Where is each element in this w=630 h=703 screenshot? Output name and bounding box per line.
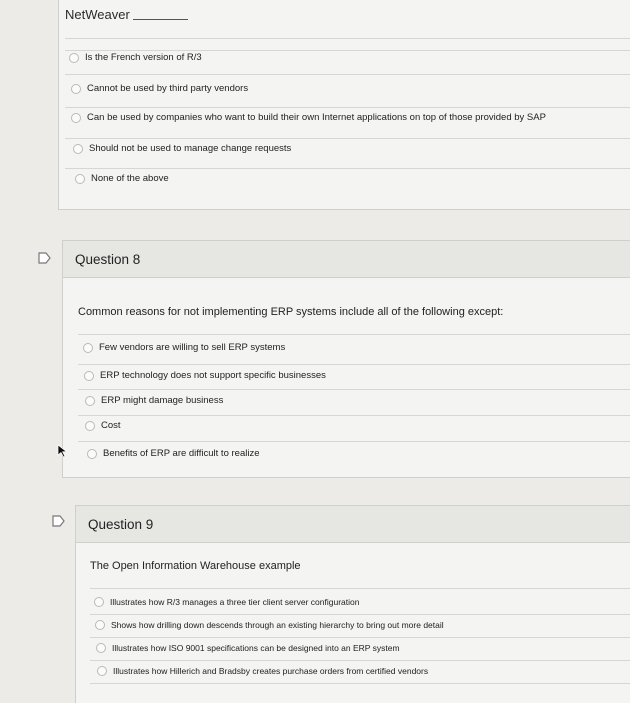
q7-option-2[interactable]: Cannot be used by third party vendors	[71, 83, 248, 94]
question-8-title: Question 8	[75, 251, 141, 267]
q9-option-2[interactable]: Shows how drilling down descends through an existing hierarchy to bring out more detail	[95, 620, 444, 630]
divider	[78, 364, 630, 365]
divider	[65, 168, 630, 169]
question-9-title: Question 9	[88, 516, 154, 532]
radio-button[interactable]	[75, 174, 85, 184]
q7-option-1[interactable]: Is the French version of R/3	[69, 52, 202, 63]
q9-option-4[interactable]: Illustrates how Hillerich and Bradsby creates purchase orders from certified vendors	[97, 666, 428, 676]
radio-button[interactable]	[73, 144, 83, 154]
flag-icon[interactable]	[52, 515, 66, 527]
divider	[65, 107, 630, 108]
radio-button[interactable]	[96, 643, 106, 653]
question-9-text: The Open Information Warehouse example	[90, 560, 301, 572]
divider	[78, 441, 630, 442]
q7-option-5[interactable]: None of the above	[75, 173, 169, 184]
q8-option-3[interactable]: ERP might damage business	[85, 395, 223, 406]
q8-option-2[interactable]: ERP technology does not support specific businesses	[84, 370, 326, 381]
divider	[65, 138, 630, 139]
flag-icon[interactable]	[38, 252, 52, 264]
divider	[78, 389, 630, 390]
radio-button[interactable]	[69, 53, 79, 63]
radio-button[interactable]	[83, 343, 93, 353]
q9-option-3[interactable]: Illustrates how ISO 9001 specifications can be designed into an ERP system	[96, 643, 400, 653]
question-7-card	[58, 0, 630, 210]
divider	[65, 50, 630, 51]
radio-button[interactable]	[97, 666, 107, 676]
radio-button[interactable]	[85, 421, 95, 431]
q9-option-1[interactable]: Illustrates how R/3 manages a three tier client server configuration	[94, 597, 359, 607]
radio-button[interactable]	[87, 449, 97, 459]
question-8-card	[62, 278, 630, 478]
mouse-cursor-icon	[57, 444, 69, 458]
question-8-text: Common reasons for not implementing ERP systems include all of the following except:	[78, 306, 504, 318]
divider	[90, 637, 630, 638]
radio-button[interactable]	[71, 113, 81, 123]
question-9-card	[75, 543, 630, 703]
divider	[65, 74, 630, 75]
question-8-header	[62, 240, 630, 278]
q8-option-1[interactable]: Few vendors are willing to sell ERP systems	[83, 342, 285, 353]
divider	[78, 334, 630, 335]
divider	[90, 660, 630, 661]
q7-option-3[interactable]: Can be used by companies who want to build their own Internet applications on top of those provided by SAP	[71, 112, 546, 123]
radio-button[interactable]	[95, 620, 105, 630]
divider	[78, 415, 630, 416]
radio-button[interactable]	[84, 371, 94, 381]
divider	[90, 683, 630, 684]
question-7-text: NetWeaver	[65, 7, 188, 22]
divider	[65, 38, 630, 39]
q8-option-4[interactable]: Cost	[85, 420, 121, 431]
answer-blank	[133, 19, 188, 20]
q7-option-4[interactable]: Should not be used to manage change requests	[73, 143, 291, 154]
radio-button[interactable]	[94, 597, 104, 607]
divider	[90, 588, 630, 589]
q8-option-5[interactable]: Benefits of ERP are difficult to realize	[87, 448, 259, 459]
divider	[90, 614, 630, 615]
radio-button[interactable]	[71, 84, 81, 94]
question-9-header	[75, 505, 630, 543]
radio-button[interactable]	[85, 396, 95, 406]
